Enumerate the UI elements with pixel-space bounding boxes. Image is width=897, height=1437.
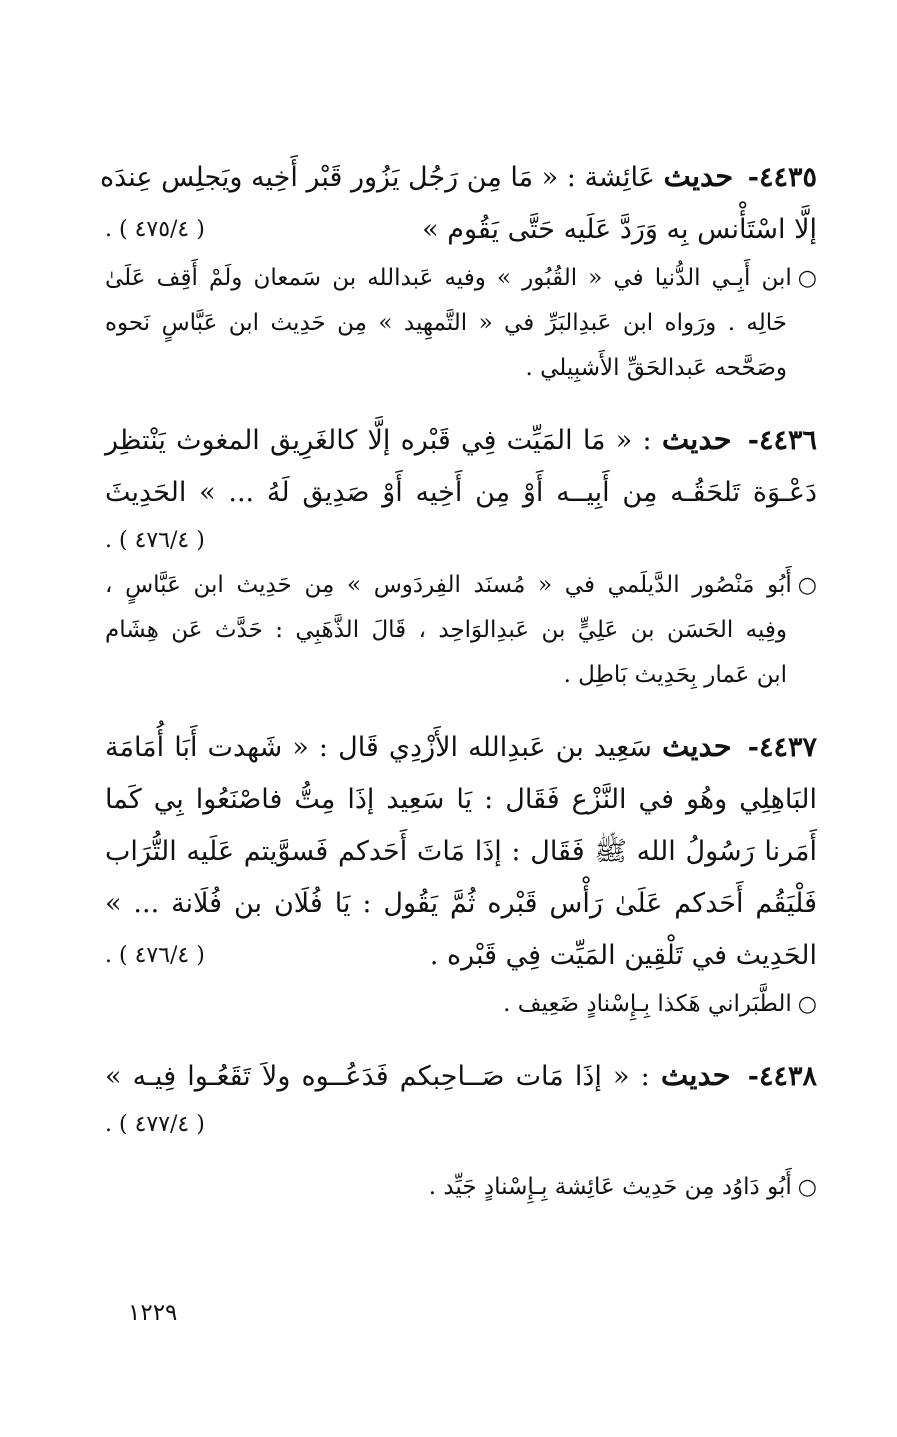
hadith-text: أَمَرنا رَسُولُ الله ﷺ فَقَال : إذَا مَاتَ أَحَدكم فَسوَّيتم عَلَيه التُّرَاب — [105, 836, 817, 867]
hadith-number: ٤٤٣٥- — [747, 162, 817, 193]
hadith-keyword: حديث — [661, 422, 732, 456]
hadith-entry-4437 — [105, 720, 817, 1027]
hadith-number: ٤٤٣٦- — [747, 425, 817, 456]
note-text: حَالِه . ورَواه ابن عَبدِالبَرِّ في « التَّمهِيد » مِن حَدِيث ابن عَبَّاسٍ نَحوه — [105, 310, 787, 336]
hadith-text: البَاهِلِي وهُو في النَّزْع فَقَال : يَا سَعِيد إذَا مِتُّ فاصْنَعُوا بِي كَما — [105, 784, 817, 815]
page-number: ١٢٢٩ — [128, 1300, 178, 1326]
hadith-text: دَعْـوَة تَلحَقُـه مِن أَبِيــه أَوْ مِن أَخِيه أَوْ صَدِيق لَهُ ... » الحَدِيثَ — [105, 477, 817, 508]
hadith-text: إلَّا اسْتَأْنس بِه وَرَدَّ عَلَيه حَتَّى يَقُوم » — [422, 214, 817, 245]
note-text: وفِيه الحَسَن بن عَلِيٍّ بن عَبدِالوَاحِد ، قَالَ الذَّهَبِي : حَدَّث عَن هِشَام — [105, 617, 787, 643]
takhrij-note — [105, 256, 817, 301]
hadith-line — [105, 204, 817, 256]
hadith-text: عَائِشة : « مَا مِن رَجُل يَزُور قَبْر أَخِيه ويَجلِس عِندَه — [99, 162, 655, 193]
note-text: وصَحَّحه عَبدالحَقِّ الأَشبِيلي . — [525, 355, 787, 381]
takhrij-note — [105, 1165, 817, 1210]
circle-bullet-icon: ○ — [797, 992, 817, 1017]
hadith-text: : « إذَا مَات صَــاحِبكم فَدَعُــوه ولاَ تَقَعُـوا فِيـه » — [105, 1061, 650, 1092]
hadith-line — [105, 413, 817, 467]
hadith-text: : « مَا المَيِّت فِي قَبْره إلَّا كالغَرِيق المغوث يَنْتظِر — [105, 425, 652, 456]
note-text: أَبُو دَاوُد مِن حَدِيث عَائِشة بِـإِسْنادٍ جَيِّد . — [428, 1174, 792, 1200]
hadith-number: ٤٤٣٨- — [747, 1061, 817, 1092]
hadith-text: الحَدِيث في تَلْقِين المَيِّت فِي قَبْره . — [429, 940, 817, 971]
takhrij-note — [105, 982, 817, 1027]
hadith-number: ٤٤٣٧- — [747, 732, 817, 763]
hadith-entry-4438 — [105, 1049, 817, 1210]
volume-page-ref: ( ٤٧٦/٤ ) . — [105, 943, 205, 968]
takhrij-note — [105, 563, 817, 608]
volume-page-ref: ( ٤٧٧/٤ ) . — [105, 1112, 205, 1137]
hadith-line — [105, 826, 817, 878]
hadith-line — [99, 150, 817, 204]
hadith-text: سَعِيد بن عَبدِالله الأَزْدِي قَال : « شَهدت أَبَا أُمَامَة — [105, 732, 652, 763]
hadith-line — [105, 467, 817, 519]
note-text: ابن أَبِـي الدُّنيا في « القُبُور » وفيه عَبدالله بن سَمعان ولَمْ أَقِف عَلَىٰ — [105, 265, 792, 291]
volume-page-ref: ( ٤٧٥/٤ ) . — [105, 217, 205, 242]
takhrij-note-line — [105, 301, 817, 346]
note-text: ابن عَمار بِحَدِيث بَاطِل . — [563, 662, 787, 688]
hadith-line — [105, 930, 817, 982]
hadith-line — [105, 774, 817, 826]
hadith-line — [105, 878, 817, 930]
circle-bullet-icon: ○ — [797, 1175, 817, 1200]
takhrij-note-line — [105, 653, 817, 698]
takhrij-note-line — [105, 608, 817, 653]
hadith-entry-4435 — [99, 150, 817, 391]
hadith-line — [105, 720, 817, 774]
note-text: أَبُو مَنْصُور الدَّيلَمي في « مُسنَد الفِردَوس » مِن حَدِيث ابن عَبَّاسٍ ، — [105, 572, 792, 598]
volume-page-ref: ( ٤٧٦/٤ ) . — [105, 528, 205, 553]
circle-bullet-icon: ○ — [797, 266, 817, 291]
hadith-text: فَلْيَقُم أَحَدكم عَلَىٰ رَأْس قَبْره ثُمَّ يَقُول : يَا فُلَان بن فُلَانة ... » — [105, 888, 817, 919]
hadith-keyword: حديث — [663, 159, 734, 193]
hadith-line — [105, 1049, 817, 1103]
circle-bullet-icon: ○ — [797, 573, 817, 598]
page-body — [99, 150, 817, 1232]
note-text: الطَّبَراني هَكذا بِـإِسْنادٍ ضَعِيف . — [503, 991, 792, 1017]
hadith-keyword: حديث — [661, 729, 732, 763]
takhrij-note-line — [105, 346, 817, 391]
hadith-entry-4436 — [105, 413, 817, 698]
hadith-keyword: حديث — [660, 1058, 731, 1092]
